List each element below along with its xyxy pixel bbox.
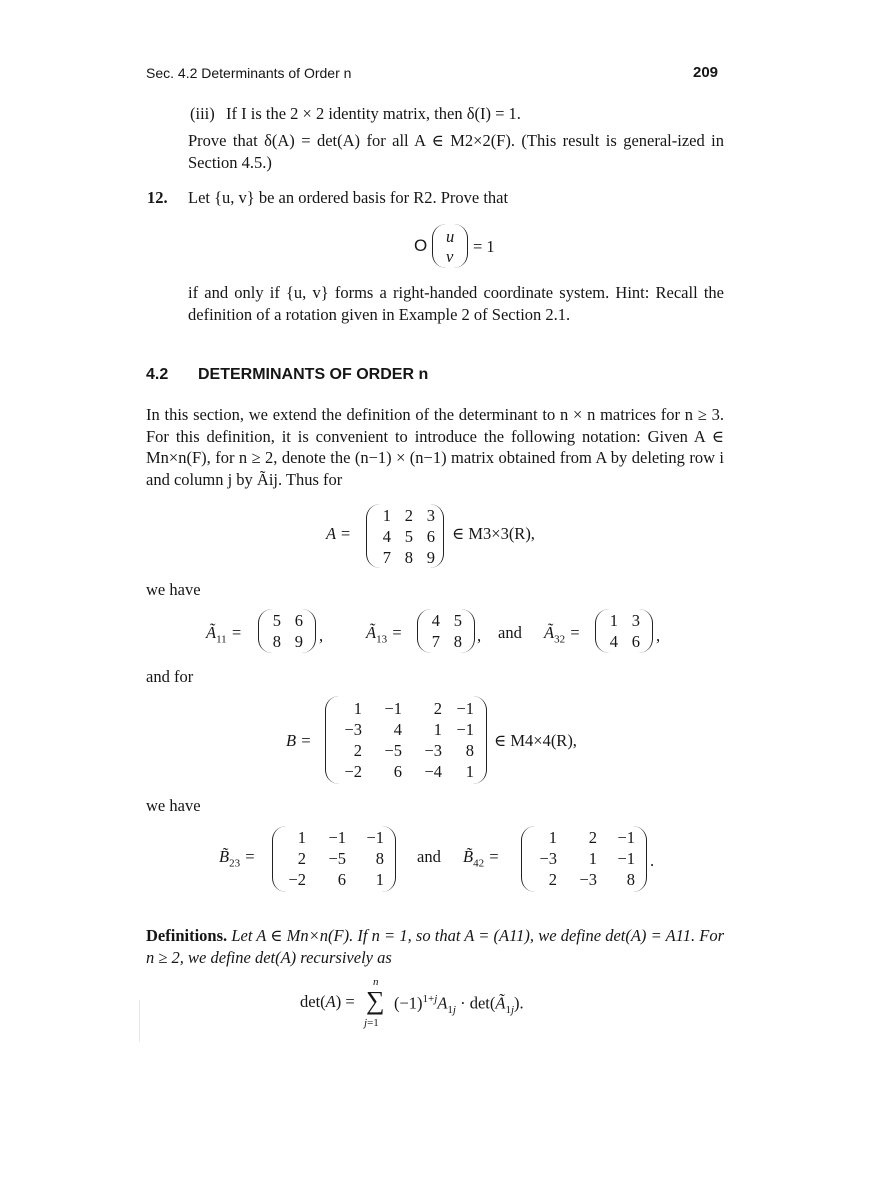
page-number: 209 bbox=[693, 64, 719, 81]
item-iii-label: (iii) bbox=[190, 104, 215, 123]
matrix-cell: −1 bbox=[617, 849, 635, 868]
matrix-cell: 1 bbox=[548, 828, 557, 847]
we-have-label-1: we have bbox=[146, 580, 201, 599]
uv-vector bbox=[432, 224, 468, 268]
matrix-cell: 6 bbox=[294, 611, 303, 630]
matrix-cell: −3 bbox=[579, 870, 597, 889]
section-number: 4.2 bbox=[146, 366, 169, 383]
matrix-cell: 1 bbox=[433, 720, 442, 739]
matrix-cell: −1 bbox=[328, 828, 346, 847]
matrix-cell: 5 bbox=[272, 611, 281, 630]
matrix-a-label: A = bbox=[326, 524, 352, 543]
matrix-a-space: ∈ M3×3(R), bbox=[452, 524, 535, 543]
matrix-cell: −1 bbox=[617, 828, 635, 847]
running-header: Sec. 4.2 Determinants of Order n bbox=[146, 65, 352, 81]
and-label: and bbox=[417, 847, 441, 866]
matrix-cell: 1 bbox=[588, 849, 597, 868]
sum-upper-limit: n bbox=[373, 976, 379, 988]
matrix-cell: 1 bbox=[382, 506, 391, 525]
definitions-title: Definitions. bbox=[146, 926, 228, 945]
matrix-cell: −5 bbox=[384, 741, 402, 760]
exercise-text: Let {u, v} be an ordered basis for R2. Prove that bbox=[188, 188, 509, 207]
matrix-cell: 2 bbox=[588, 828, 597, 847]
matrix-cell: −2 bbox=[288, 870, 306, 889]
matrix-cell: 1 bbox=[609, 611, 618, 630]
a11-label: $Ã_{11}$ = bbox=[206, 623, 242, 646]
equation-rhs: = 1 bbox=[473, 237, 495, 256]
matrix-b bbox=[325, 696, 487, 784]
matrix-cell: −5 bbox=[328, 849, 346, 868]
matrix-cell: 8 bbox=[272, 632, 281, 651]
matrix-cell: 7 bbox=[431, 632, 440, 651]
matrix-b42 bbox=[521, 826, 647, 892]
exercise-conclusion: if and only if {u, v} forms a right-handed coordinate system. Hint: Recall the definition of a rotation given in Example 2 of Section 2.1. bbox=[188, 283, 724, 324]
comma: , bbox=[319, 626, 324, 645]
matrix-cell: −3 bbox=[539, 849, 557, 868]
and-label: and bbox=[498, 623, 522, 642]
matrix-cell: 1 bbox=[353, 699, 362, 718]
matrix-cell: 4 bbox=[393, 720, 402, 739]
matrix-a11 bbox=[258, 609, 316, 653]
matrix-cell: 2 bbox=[433, 699, 442, 718]
sum-lower-limit: j=1 bbox=[364, 1017, 379, 1029]
matrix-cell: −3 bbox=[344, 720, 362, 739]
matrix-cell: 9 bbox=[426, 548, 435, 567]
matrix-cell: 7 bbox=[382, 548, 391, 567]
matrix-b23 bbox=[272, 826, 396, 892]
matrix-cell: 8 bbox=[404, 548, 413, 567]
section-title: DETERMINANTS OF ORDER n bbox=[198, 366, 429, 383]
b42-label: $B̃_{42}$ = bbox=[463, 847, 500, 870]
matrix-cell: 6 bbox=[393, 762, 402, 781]
matrix-cell: 6 bbox=[426, 527, 435, 546]
intro-paragraph: In this section, we extend the definition of the determinant to n × n matrices for n ≥ 3. For this definition, it is convenient to introduce the following notation: Given A ∈ Mn×n(F), for n ≥ 2, denote the (n−1) × (n−1) matrix obtained from A by deleting row i and column j by Ãij. Thus for bbox=[146, 405, 724, 489]
period: . bbox=[650, 851, 655, 870]
matrix-cell: 3 bbox=[426, 506, 435, 525]
exercise-number: 12. bbox=[147, 188, 168, 207]
matrix-cell: 9 bbox=[294, 632, 303, 651]
definitions-paragraph bbox=[146, 925, 724, 968]
matrix-cell: −2 bbox=[344, 762, 362, 781]
matrix-cell: −1 bbox=[456, 720, 474, 739]
matrix-cell: 3 bbox=[631, 611, 640, 630]
matrix-cell: 4 bbox=[431, 611, 440, 630]
prove-paragraph: Prove that δ(A) = det(A) for all A ∈ M2×2(F). (This result is general-ized in Section 4.5.) bbox=[188, 131, 724, 172]
v-entry: v bbox=[446, 247, 454, 266]
matrix-cell: 5 bbox=[404, 527, 413, 546]
matrix-cell: 1 bbox=[375, 870, 384, 889]
matrix-cell: 4 bbox=[609, 632, 618, 651]
matrix-cell: 5 bbox=[453, 611, 462, 630]
matrix-cell: 8 bbox=[453, 632, 462, 651]
det-formula-rhs: $(-1)^{1+j}A_{1j}$ · $\det(Ã_{1j})$. bbox=[394, 993, 524, 1016]
item-iii-text: If I is the 2 × 2 identity matrix, then δ(I) = 1. bbox=[226, 104, 521, 123]
matrix-cell: 8 bbox=[626, 870, 635, 889]
matrix-a13 bbox=[417, 609, 475, 653]
b23-label: $B̃_{23}$ = bbox=[219, 847, 256, 870]
matrix-cell: 1 bbox=[465, 762, 474, 781]
we-have-label-2: we have bbox=[146, 796, 201, 815]
matrix-cell: −3 bbox=[424, 741, 442, 760]
det-formula-lhs: det(A) = bbox=[300, 992, 355, 1011]
and-for-label: and for bbox=[146, 667, 194, 686]
matrix-cell: 8 bbox=[465, 741, 474, 760]
orientation-symbol: O bbox=[414, 236, 428, 255]
comma: , bbox=[477, 626, 482, 645]
matrix-cell: −1 bbox=[456, 699, 474, 718]
matrix-cell: 6 bbox=[631, 632, 640, 651]
matrix-cell: −1 bbox=[384, 699, 402, 718]
matrix-cell: 1 bbox=[297, 828, 306, 847]
matrix-cell: 4 bbox=[382, 527, 391, 546]
definitions-text: Let A ∈ Mn×n(F). If n = 1, so that A = (A11), we define det(A) = A11. For n ≥ 2, we define det(A) recursively as bbox=[146, 926, 725, 967]
u-entry: u bbox=[446, 227, 455, 246]
matrix-cell: 6 bbox=[337, 870, 346, 889]
matrix-cell: 2 bbox=[404, 506, 413, 525]
a32-label: $Ã_{32}$ = bbox=[544, 623, 581, 646]
a13-label: $Ã_{13}$ = bbox=[366, 623, 403, 646]
scan-edge bbox=[139, 1000, 140, 1042]
matrix-cell: 2 bbox=[353, 741, 362, 760]
matrix-cell: 2 bbox=[297, 849, 306, 868]
sum-symbol: ∑ bbox=[366, 986, 385, 1015]
matrix-cell: −4 bbox=[424, 762, 442, 781]
matrix-cell: 8 bbox=[375, 849, 384, 868]
matrix-b-space: ∈ M4×4(R), bbox=[494, 731, 577, 750]
matrix-a bbox=[366, 504, 444, 568]
comma: , bbox=[656, 626, 661, 645]
matrix-cell: −1 bbox=[366, 828, 384, 847]
matrix-a32 bbox=[595, 609, 653, 653]
matrix-cell: 2 bbox=[548, 870, 557, 889]
matrix-b-label: B = bbox=[286, 731, 312, 750]
